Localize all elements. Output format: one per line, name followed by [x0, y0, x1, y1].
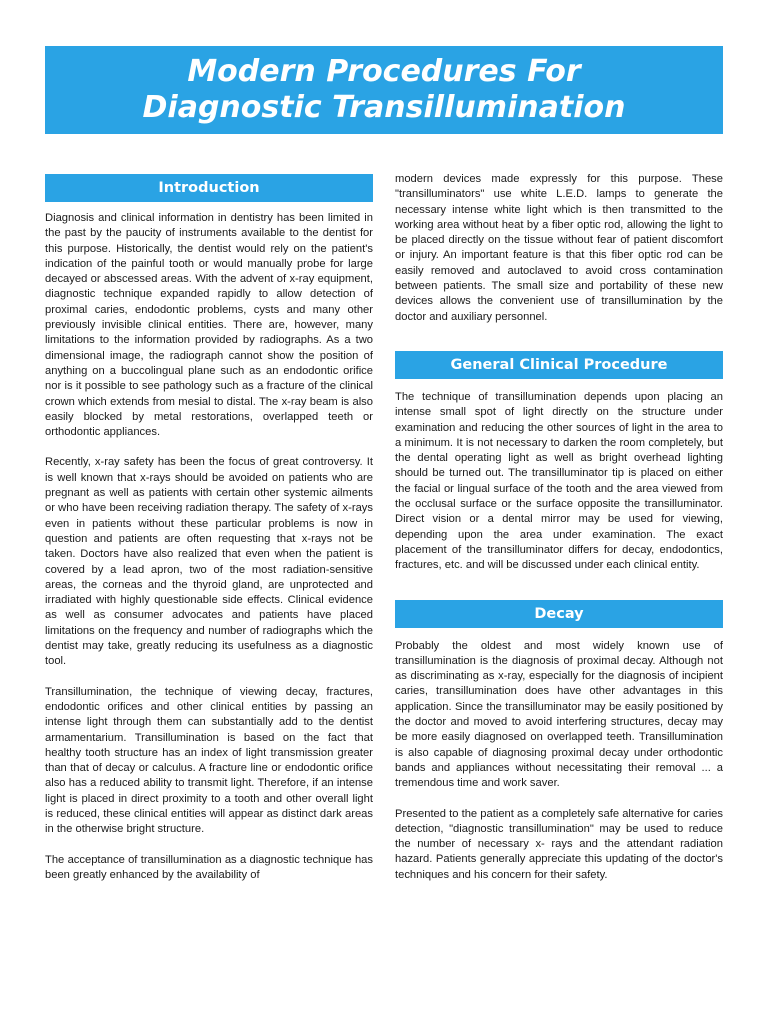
- introduction-paragraph-1: Diagnosis and clinical information in dentistry has been limited in the past by the paucity of instruments available to the dentist for this purpose. Historically, the dentist would rely on the patient's indication of the painful tooth or would manually probe for large decayed or abscessed areas. With the advent of x-ray equipment, diagnostic technique expanded rapidly to allow detection of proximal caries, endodontic problems, cysts and many other previously invisible clinical entities. There are, however, many limitations to the information provided by radiographs. As a two dimensional image, the radiograph cannot show the position of anything on a buccolingual plane such as an endodontic orifice nor is it possible to see pathology such as a fracture of the clinical crown which extends from mesial to distal. The x-ray beam is also easily blocked by metal restorations, overlapped teeth or orthodontic appliances.: [45, 212, 373, 439]
- title-line-1: Modern Procedures For: [187, 54, 581, 89]
- introduction-continuation: modern devices made expressly for this purpose. These "transilluminators" use white L.E.D. lamps to generate the necessary intense white light which is then transmitted to the working area without heat by a fiber optic rod, allowing the light to be placed directly on the tissue without fear of patient discomfort or injury. An important feature is that this fiber optic rod can be easily removed and autoclaved to avoid cross contamination between patients. The small size and portability of these new devices allows the convenient use of transillumination by the doctor and auxiliary personnel.: [395, 173, 723, 323]
- left-column: [45, 172, 373, 898]
- introduction-paragraph-2: Recently, x-ray safety has been the focus of great controversy. It is well known that x-rays should be avoided on patients who are pregnant as well as patients with certain other systemic ailments or who have been receiving radiation therapy. The safety of x-rays even in patients without these particular problems is now in question and patients are often requesting that x-rays not be taken. Doctors have also realized that even when the patient is covered by a lead apron, two of the most radiation-sensitive areas, the corneas and the thyroid gland, are unprotected and irradiated with highly questionable side effects. Clinical evidence as well as consumer advocates and patients have placed limitations on the frequency and number of radiographs which the dentist may take, greatly reducing its usefulness as a diagnostic tool.: [45, 456, 373, 668]
- general-procedure-paragraph-1: The technique of transillumination depends upon placing an intense small spot of light directly on the structure under examination and reducing the other sources of light in the area to a minimum. It is not necessary to darken the room completely, but the dental operating light as well as bright overhead lighting should be turned out. The transilluminator tip is placed on either the facial or lingual surface of the tooth and the area viewed from the occlusal surface or the surface opposite the transilluminator. Direct vision or a dental mirror may be used for viewing, depending upon the area under examination. The exact placement of the transilluminator differs for decay, endodontics, fractures, etc. and will be discussed under each clinical entity.: [395, 390, 723, 572]
- decay-paragraph-2: Presented to the patient as a completely safe alternative for caries detection, "diagnostic transillumination" may be used to reduce the number of necessary x- rays and the attendant radiation hazard. Patients generally appreciate this updating of the doctor's techniques and his concern for their safety.: [395, 807, 723, 881]
- introduction-heading: Introduction: [45, 174, 373, 202]
- title-line-2: Diagnostic Transillumination: [142, 90, 626, 125]
- decay-heading: Decay: [395, 600, 723, 628]
- decay-paragraph-1: Probably the oldest and most widely known use of transillumination is the diagnosis of proximal decay. Although not as discriminating as x-ray, especially for the diagnosis of incipient caries, transillumination does have other advantages in this application. Since the transilluminator may be easily positioned by the doctor and moved to avoid interfering structures, decay may be more easily diagnosed on overlapped teeth. Transillumination is also capable of diagnosing proximal decay under orthodontic bands and appliances without necessitating their removal ... a tremendous time and work saver.: [395, 639, 723, 790]
- general-procedure-heading: General Clinical Procedure: [395, 351, 723, 379]
- right-column: [395, 172, 723, 898]
- title-banner: [45, 46, 723, 134]
- introduction-paragraph-3: Transillumination, the technique of viewing decay, fractures, endodontic orifices and other clinical entities by passing an intense light through them can substantially add to the dentist armamentarium. Transillumination is based on the fact that healthy tooth structure has an index of light transmission greater than that of decay or calculus. A fracture line or endodontic orifice also has a reduced ability to transmit light. Therefore, if an intense light is placed in direct proximity to a tooth and other overall light is reduced, these clinical entities will appear as distinct dark areas in the otherwise bright structure.: [45, 685, 373, 836]
- introduction-paragraph-4: The acceptance of transillumination as a diagnostic technique has been greatly enhanced by the availability of: [45, 853, 373, 881]
